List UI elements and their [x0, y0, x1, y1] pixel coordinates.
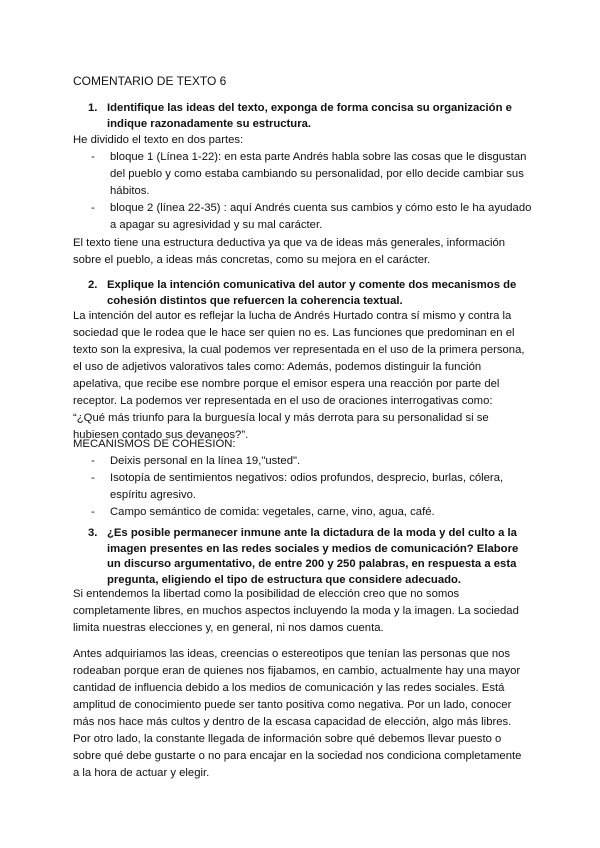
question-3-paragraph-2: Antes adquiriamos las ideas, creencias o estereotipos que tenían las personas que nos rodeaban porque eran de quienes nos fijabamos, en cambio, actualmente hay una mayor cantidad de influencia debido a los medios de comunicación y las redes sociales. Está amplitud de conocimiento puede ser tanto positiva como negativa. Por un lado, conocer más nos hace más cultos y dentro de la escasa capacidad de elección, algo más libres. Por otro lado, la constante llegada de información sobre qué debemos llevar puesto o sobre qué debe gustarte o no para encajar en la sociedad nos condiciona completamente a la hora de actuar y elegir.	[73, 648, 522, 779]
list-item: - Deixis personal en la línea 19,"usted".	[73, 453, 533, 470]
list-item: - Isotopía de sentimientos negativos: odios profundos, desprecio, burlas, cólera, espíritu agresivo.	[73, 470, 533, 504]
document-title: COMENTARIO DE TEXTO 6	[73, 74, 227, 88]
list-item: - bloque 2 (línea 22-35) : aquí Andrés cuenta sus cambios y cómo esto le ha ayudado a apagar su agresividad y su mal carácter.	[73, 200, 533, 234]
list-item: - Campo semántico de comida: vegetales, carne, vino, agua, café.	[73, 504, 533, 521]
question-3-paragraph-1: Si entendemos la libertad como la posibilidad de elección creo que no somos completamente libres, en muchos aspectos incluyendo la moda y la imagen. La sociedad limita nuestras elecciones y, en general, ni nos damos cuenta.	[73, 588, 519, 634]
question-3-number: 3.	[88, 527, 98, 539]
question-2	[88, 278, 528, 309]
question-1	[88, 101, 528, 132]
cohesion-heading: MECANISMOS DE COHESIÓN:	[73, 438, 236, 450]
question-2-answer: La intención del autor es reflejar la lucha de Andrés Hurtado contra sí mismo y contra la sociedad que le rodea que le hace ser quien no es. Las funciones que predominan en el texto son la expresiva, la cual podemos ver representada en el uso de la primera persona, el uso de adjetivos valorativos tales como: Además, podemos distinguir la función apelativa, que recibe ese nombre porque el emisor espera una reacción por parte del receptor. La podemos ver representada en el uso de oraciones interrogativas como: “¿Qué más triunfo para la burguesía local y más derrota para su personalidad si se hubiesen contado sus devaneos?”.	[73, 310, 525, 441]
question-1-intro: He dividido el texto en dos partes:	[73, 134, 244, 146]
question-1-structure-paragraph: El texto tiene una estructura deductiva ya que va de ideas más generales, información sobre el pueblo, a ideas más concretas, como su mejora en el carácter.	[73, 237, 506, 266]
question-3-text: ¿Es posible permanecer inmune ante la dictadura de la moda y del culto a la imagen presentes en las redes sociales y medios de comunicación? Elabore un discurso argumentativo, de entre 200 y 250 palabras, en respuesta a esta pregunta, eligiendo el tipo de estructura que considere adecuado.	[107, 527, 519, 586]
question-2-text: Explique la intención comunicativa del autor y comente dos mecanismos de cohesión distintos que refuercen la coherencia textual.	[107, 279, 517, 307]
question-1-blocks-list	[73, 149, 533, 234]
question-3	[88, 526, 528, 588]
question-1-text: Identifique las ideas del texto, exponga de forma concisa su organización e indique razonadamente su estructura.	[107, 102, 512, 130]
question-2-number: 2.	[88, 279, 98, 291]
cohesion-list	[73, 453, 533, 521]
list-item: - bloque 1 (Línea 1-22): en esta parte Andrés habla sobre las cosas que le disgustan del pueblo y como estaba cambiando su personalidad, por ello decide cambiar sus hábitos.	[73, 149, 533, 200]
question-1-number: 1.	[88, 102, 98, 114]
